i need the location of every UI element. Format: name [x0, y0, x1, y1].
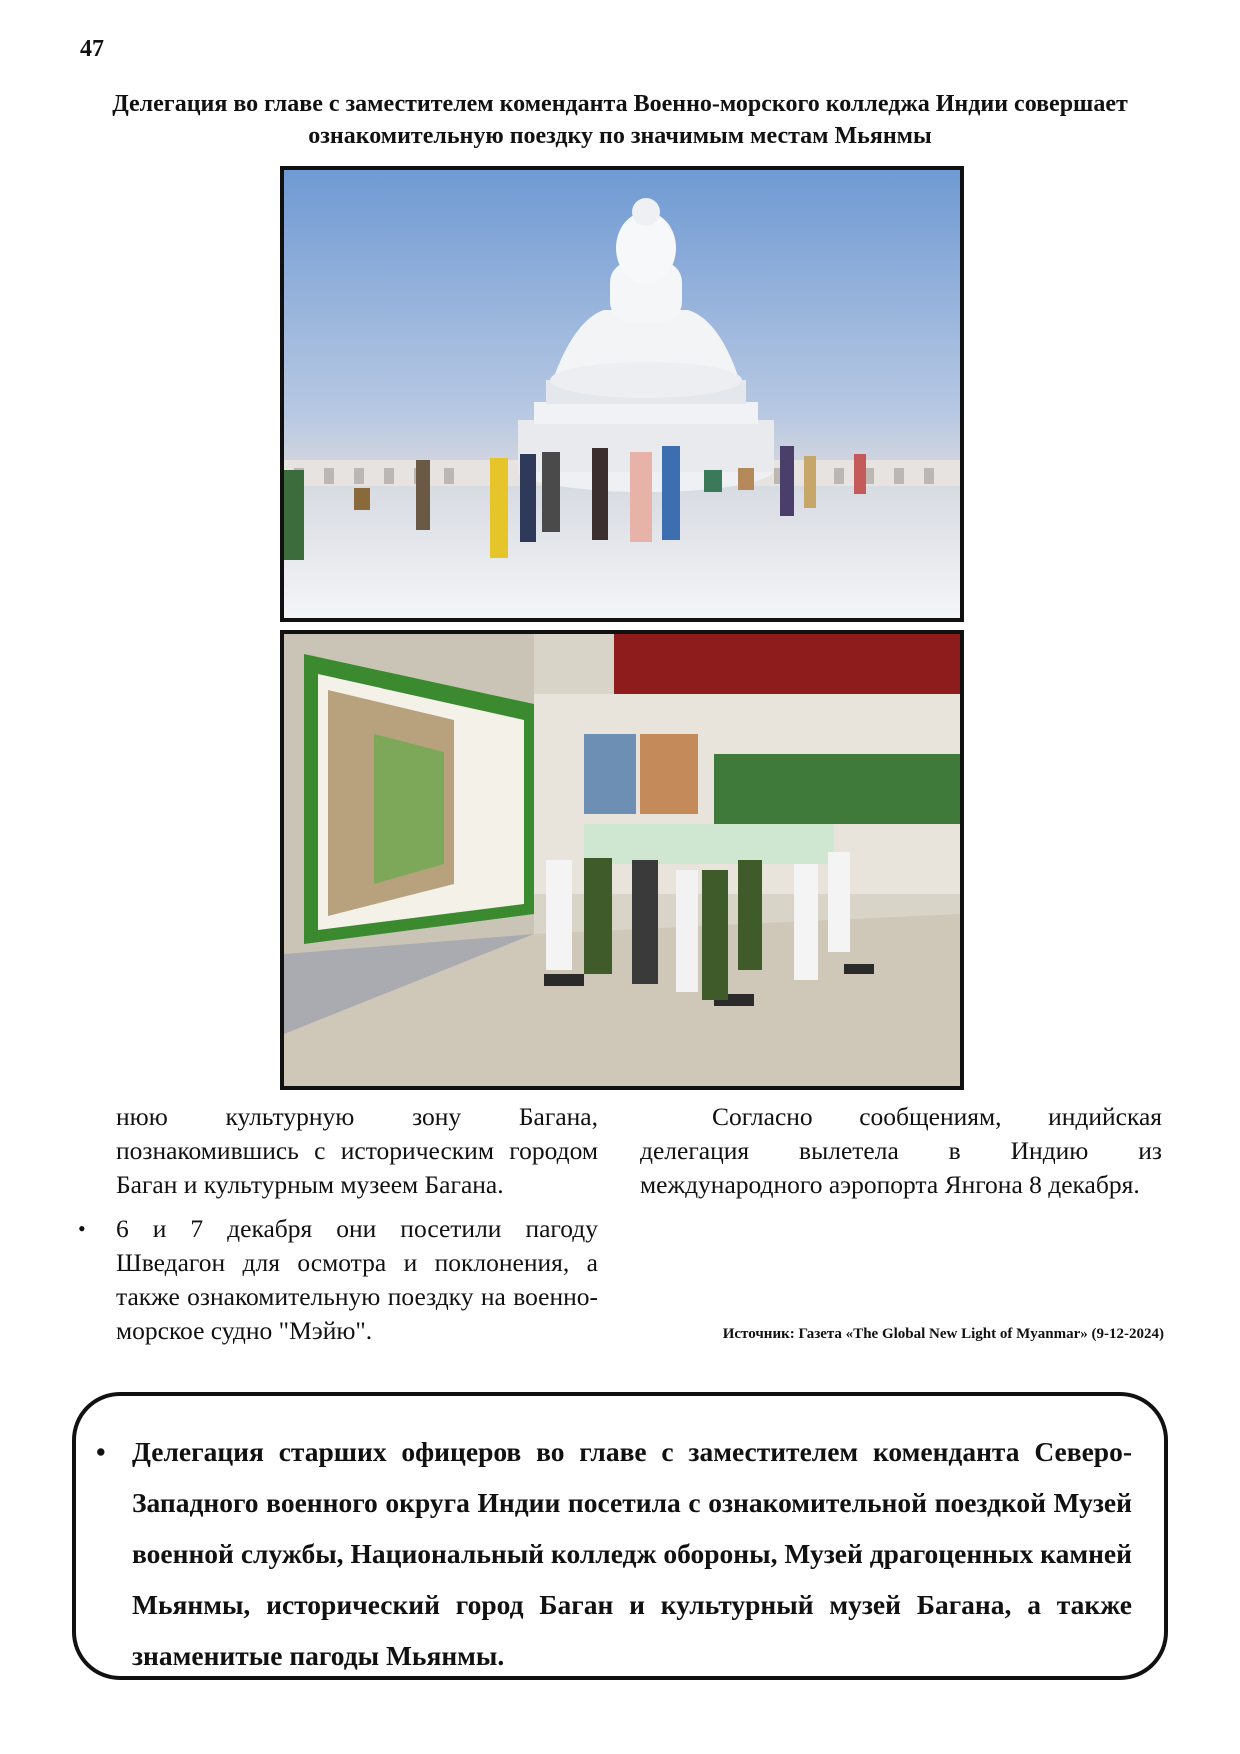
article-headline: Делегация во главе с заместителем коменданта Военно-морского колледжа Индии совершает ознакомительную поездку по значимым местам Мьянмы [112, 91, 1128, 149]
article-right-column [640, 1100, 1162, 1202]
photo-museum-interior [280, 630, 964, 1090]
highlight-box [72, 1392, 1168, 1680]
page-number: 47 [80, 36, 104, 62]
photo-buddha-statue [280, 166, 964, 622]
bullet-list-item [78, 1212, 598, 1348]
article-paragraph: нюю культурную зону Багана, познакомившись с историческим городом Баган и культурным музеем Багана. [116, 1102, 598, 1199]
highlight-box-text-wrap [96, 1426, 1132, 1681]
article-paragraph: Согласно сообщениям, индийская делегация вылетела в Индию из международного аэропорта Янгона 8 декабря. [640, 1102, 1162, 1199]
article-source: Источник: Газета «The Global New Light of Myanmar» (9-12-2024) [722, 1326, 1164, 1342]
bullet-text: 6 и 7 декабря они посетили пагоду Шведагон для осмотра и поклонения, а также ознакомительную поездку на военно-морское судно "Мэйю". [116, 1214, 598, 1345]
photo-buddha-statue-image [284, 170, 960, 618]
bullet-icon: • [96, 1436, 106, 1467]
highlight-box-text: Делегация старших офицеров во главе с заместителем коменданта Северо-Западного военного округа Индии посетила с ознакомительной поездкой Музей военной службы, Национальный колледж обороны, Музей драгоценных камней Мьянмы, исторический город Баган и культурный музей Багана, а также знаменитые пагоды Мьянмы. [132, 1436, 1132, 1671]
article-left-column [78, 1100, 598, 1348]
photo-museum-interior-image [284, 634, 960, 1086]
bullet-icon: • [78, 1216, 86, 1241]
